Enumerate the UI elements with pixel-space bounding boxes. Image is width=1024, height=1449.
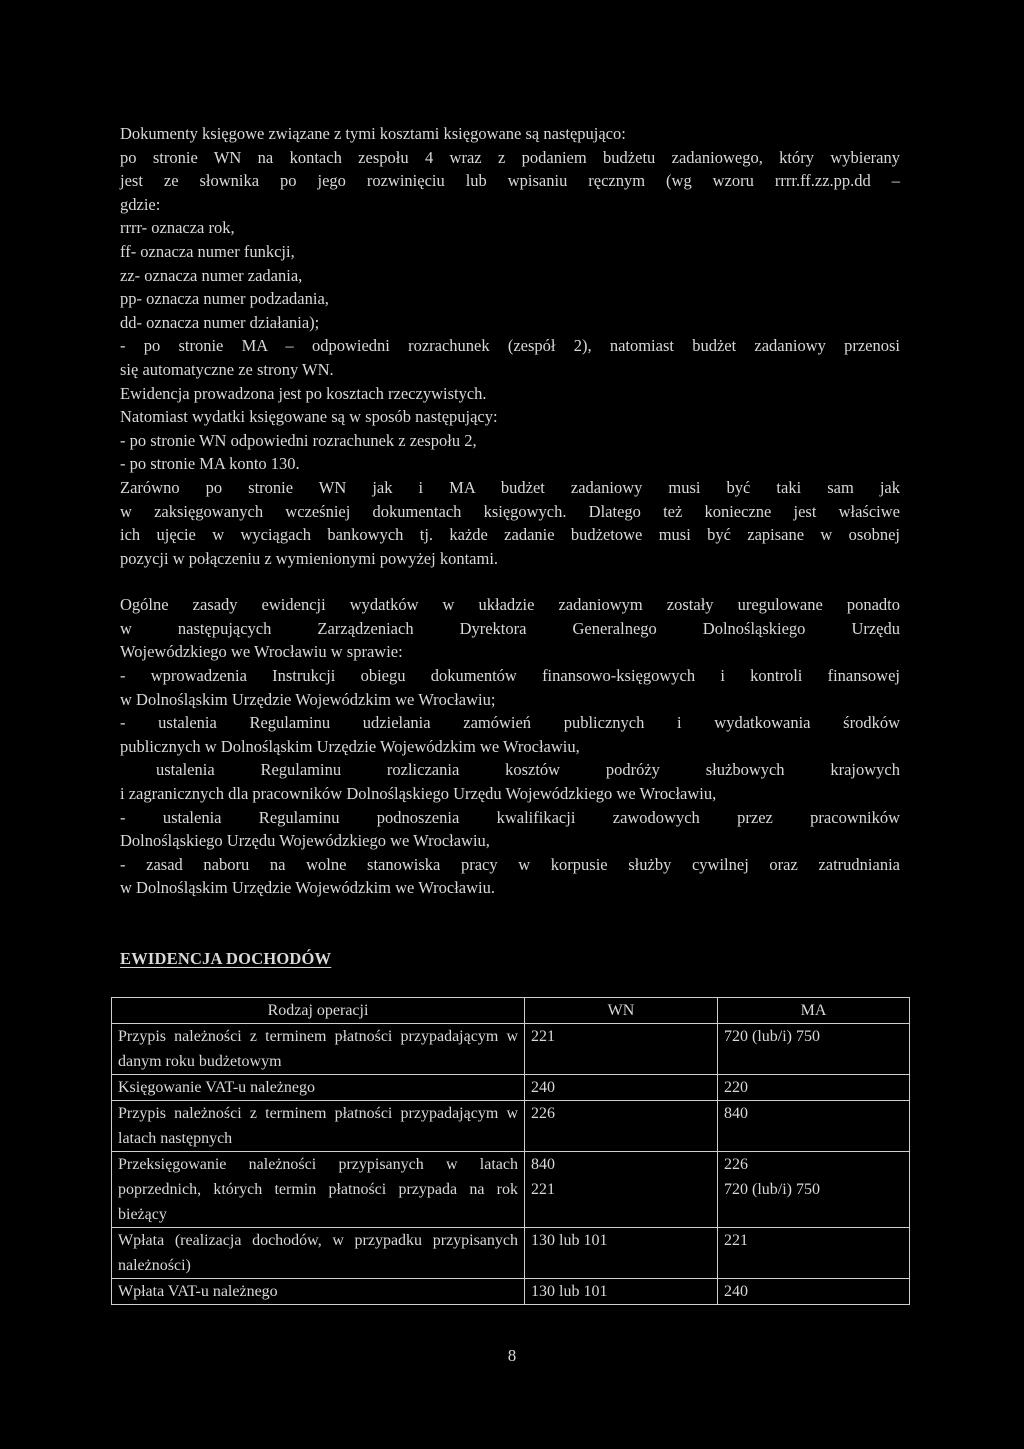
- ma-cell: [718, 1152, 910, 1228]
- operation-cell: Wpłata VAT-u należnego: [112, 1279, 525, 1305]
- text-line: Ewidencja prowadzona jest po kosztach rzeczywistych.: [120, 383, 487, 403]
- wn-cell: 130 lub 101: [525, 1279, 718, 1305]
- table-row: [112, 1075, 910, 1101]
- wn-cell: 240: [525, 1075, 718, 1101]
- text-line: Natomiast wydatki księgowane są w sposób następujący:: [120, 407, 498, 427]
- text-line: gdzie:: [120, 194, 161, 214]
- header-cell: Rodzaj operacji: [112, 998, 525, 1024]
- text-line: w zaksięgowanych wcześniej dokumentach księgowych. Dlatego też konieczne jest właściwe: [120, 501, 900, 521]
- page-number: 8: [507, 1346, 517, 1365]
- operation-cell: Księgowanie VAT-u należnego: [112, 1075, 525, 1101]
- text-line: - po stronie MA – odpowiedni rozrachunek (zespół 2), natomiast budżet zadaniowy przenosi: [120, 336, 900, 356]
- text-line: w Dolnośląskim Urzędzie Wojewódzkim we Wrocławiu;: [120, 689, 496, 709]
- ma-cell: 221: [718, 1228, 910, 1279]
- operation-cell: Przeksięgowanie należności przypisanych w latach poprzednich, których termin płatności przypada na rok bieżący: [112, 1152, 525, 1228]
- text-line: pp- oznacza numer podzadania,: [120, 289, 329, 309]
- document-body: [120, 122, 900, 971]
- text-line: ich ujęcie w wyciągach bankowych tj. każde zadanie budżetowe musi być zapisane w osobnej: [120, 525, 900, 545]
- text-line: publicznych w Dolnośląskim Urzędzie Wojewódzkim we Wrocławiu,: [120, 736, 580, 756]
- text-line: dd- oznacza numer działania);: [120, 312, 320, 332]
- text-line: po stronie WN na kontach zespołu 4 wraz z podaniem budżetu zadaniowego, który wybierany: [120, 147, 900, 167]
- header-cell: WN: [525, 998, 718, 1024]
- table-row: [112, 1024, 910, 1075]
- text-line: i zagranicznych dla pracowników Dolnośląskiego Urzędu Wojewódzkiego we Wrocławiu,: [120, 784, 717, 804]
- text-line: w Dolnośląskim Urzędzie Wojewódzkim we Wrocławiu.: [120, 878, 495, 898]
- ma-cell: 840: [718, 1101, 910, 1152]
- section-heading: EWIDENCJA DOCHODÓW: [120, 949, 332, 968]
- wn-value: 221: [531, 1181, 555, 1198]
- table-row: [112, 1101, 910, 1152]
- text-line: Ogólne zasady ewidencji wydatków w układzie zadaniowym zostały uregulowane ponadto: [120, 595, 900, 615]
- text-line: się automatyczne ze strony WN.: [120, 359, 334, 379]
- text-line: - ustalenia Regulaminu udzielania zamówień publicznych i wydatkowania środków: [120, 713, 900, 733]
- wn-cell: 226: [525, 1101, 718, 1152]
- text-line: Zarówno po stronie WN jak i MA budżet zadaniowy musi być taki sam jak: [120, 477, 900, 497]
- operation-cell: Wpłata (realizacja dochodów, w przypadku przypisanych należności): [112, 1228, 525, 1279]
- text-line: - wprowadzenia Instrukcji obiegu dokumentów finansowo-księgowych i kontroli finansowej: [120, 666, 900, 686]
- table-row: [112, 1152, 910, 1228]
- text-line: Dokumenty księgowe związane z tymi kosztami księgowane są następująco:: [120, 124, 626, 143]
- ma-value: 226: [724, 1156, 748, 1173]
- text-line: pozycji w połączeniu z wymienionymi powyżej kontami.: [120, 548, 499, 568]
- wn-value: 840: [531, 1156, 555, 1173]
- text-line: rrrr- oznacza rok,: [120, 218, 235, 238]
- text-line: - po stronie MA konto 130.: [120, 454, 300, 474]
- text-line: Dolnośląskiego Urzędu Wojewódzkiego we Wrocławiu,: [120, 831, 490, 851]
- text-line: ff- oznacza numer funkcji,: [120, 241, 295, 261]
- text-line: - zasad naboru na wolne stanowiska pracy w korpusie służby cywilnej oraz zatrudniania: [120, 854, 900, 874]
- text-line: - po stronie WN odpowiedni rozrachunek z zespołu 2,: [120, 430, 477, 450]
- text-line: - ustalenia Regulaminu podnoszenia kwalifikacji zawodowych przez pracowników: [120, 807, 900, 827]
- text-line: Wojewódzkiego we Wrocławiu w sprawie:: [120, 642, 403, 662]
- operation-cell: Przypis należności z terminem płatności przypadającym w latach następnych: [112, 1101, 525, 1152]
- text-line: ustalenia Regulaminu rozliczania kosztów podróży służbowych krajowych: [156, 760, 900, 780]
- wn-cell: 221: [525, 1024, 718, 1075]
- table-row: [112, 1279, 910, 1305]
- ma-value: 720 (lub/i) 750: [724, 1181, 820, 1198]
- header-cell: MA: [718, 998, 910, 1024]
- operation-cell: Przypis należności z terminem płatności przypadającym w danym roku budżetowym: [112, 1024, 525, 1075]
- ma-cell: 220: [718, 1075, 910, 1101]
- operations-table: [111, 997, 910, 1305]
- text-line: jest ze słownika po jego rozwinięciu lub wpisaniu ręcznym (wg wzoru rrrr.ff.zz.pp.dd –: [120, 171, 900, 191]
- wn-cell: 130 lub 101: [525, 1228, 718, 1279]
- wn-cell: [525, 1152, 718, 1228]
- table-header-row: [112, 998, 910, 1024]
- text-line: zz- oznacza numer zadania,: [120, 265, 303, 285]
- ma-cell: 720 (lub/i) 750: [718, 1024, 910, 1075]
- ma-cell: 240: [718, 1279, 910, 1305]
- table-row: [112, 1228, 910, 1279]
- text-line: w następujących Zarządzeniach Dyrektora Generalnego Dolnośląskiego Urzędu: [120, 618, 900, 638]
